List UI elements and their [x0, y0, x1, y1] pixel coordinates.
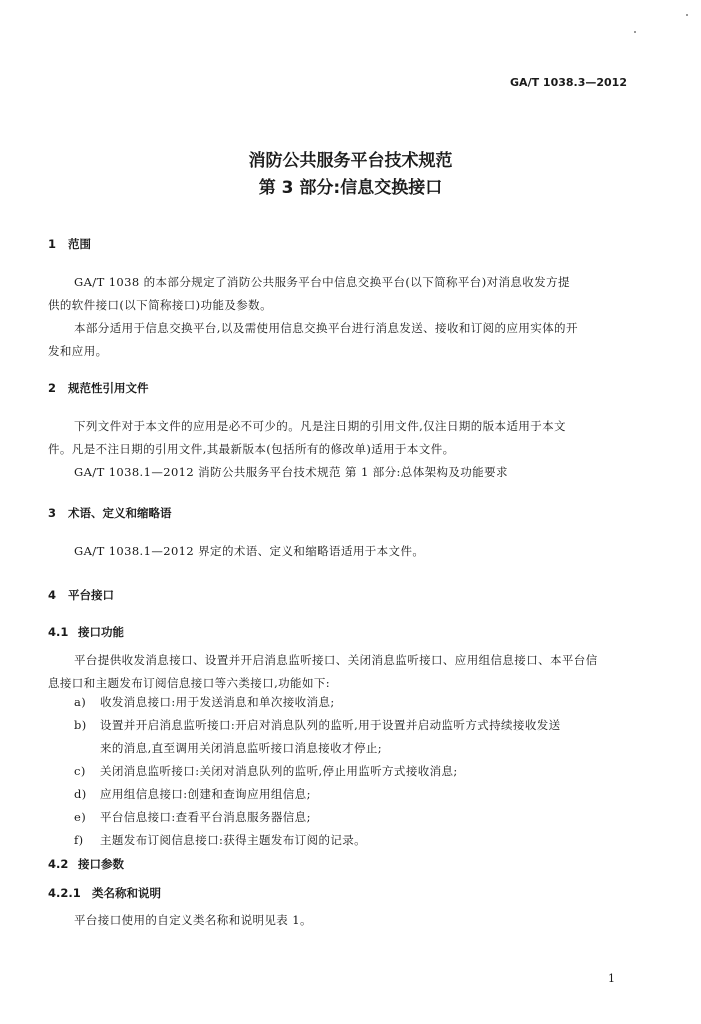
section-4-2-1-paragraph-1: 平台接口使用的自定义类名称和说明见表 1。	[74, 913, 312, 927]
scan-speck	[686, 14, 688, 16]
scan-speck	[634, 31, 636, 33]
document-subtitle: 第 3 部分:信息交换接口	[258, 178, 443, 198]
section-4-2-heading: 4.2 接口参数	[48, 857, 124, 871]
list-item: c) 关闭消息监听接口:关闭对消息队列的监听,停止用监听方式接收消息;	[74, 764, 458, 778]
list-item: f) 主题发布订阅信息接口:获得主题发布订阅的记录。	[74, 833, 367, 847]
section-4-1-paragraph-1: 平台提供收发消息接口、设置并开启消息监听接口、关闭消息监听接口、应用组信息接口、本平台信 息接口和主题发布订阅信息接口等六类接口,功能如下:	[48, 653, 598, 690]
section-2-heading: 2 规范性引用文件	[48, 381, 149, 395]
document-title: 消防公共服务平台技术规范	[248, 151, 453, 171]
section-3-paragraph-1: GA/T 1038.1—2012 界定的术语、定义和缩略语适用于本文件。	[74, 544, 425, 558]
list-item: d) 应用组信息接口:创建和查询应用组信息;	[74, 787, 311, 801]
section-4-heading: 4 平台接口	[48, 588, 114, 602]
section-4-2-1-heading: 4.2.1 类名称和说明	[48, 886, 161, 900]
section-2-paragraph-1: 下列文件对于本文件的应用是必不可少的。凡是注日期的引用文件,仅注日期的版本适用于本文 件。凡是不注日期的引用文件,其最新版本(包括所有的修改单)适用于本文件。	[48, 419, 566, 456]
section-1-paragraph-1: GA/T 1038 的本部分规定了消防公共服务平台中信息交换平台(以下简称平台)对消息收发方提 供的软件接口(以下简称接口)功能及参数。	[48, 275, 570, 312]
section-3-heading: 3 术语、定义和缩略语	[48, 506, 172, 520]
section-4-1-heading: 4.1 接口功能	[48, 625, 124, 639]
normative-reference: GA/T 1038.1—2012 消防公共服务平台技术规范 第 1 部分:总体架构及功能要求	[74, 465, 508, 479]
page-number: 1	[608, 972, 615, 985]
section-1-paragraph-2: 本部分适用于信息交换平台,以及需使用信息交换平台进行消息发送、接收和订阅的应用实体的开 发和应用。	[48, 321, 578, 358]
list-item: e) 平台信息接口:查看平台消息服务器信息;	[74, 810, 311, 824]
section-1-heading: 1 范围	[48, 237, 91, 251]
standard-code: GA/T 1038.3—2012	[510, 76, 627, 89]
list-item: b) 设置并开启消息监听接口:开启对消息队列的监听,用于设置并启动监听方式持续接收发送 来的消息,直至调用关闭消息监听接口消息接收才停止;	[74, 718, 561, 755]
list-item: a) 收发消息接口:用于发送消息和单次接收消息;	[74, 695, 335, 709]
